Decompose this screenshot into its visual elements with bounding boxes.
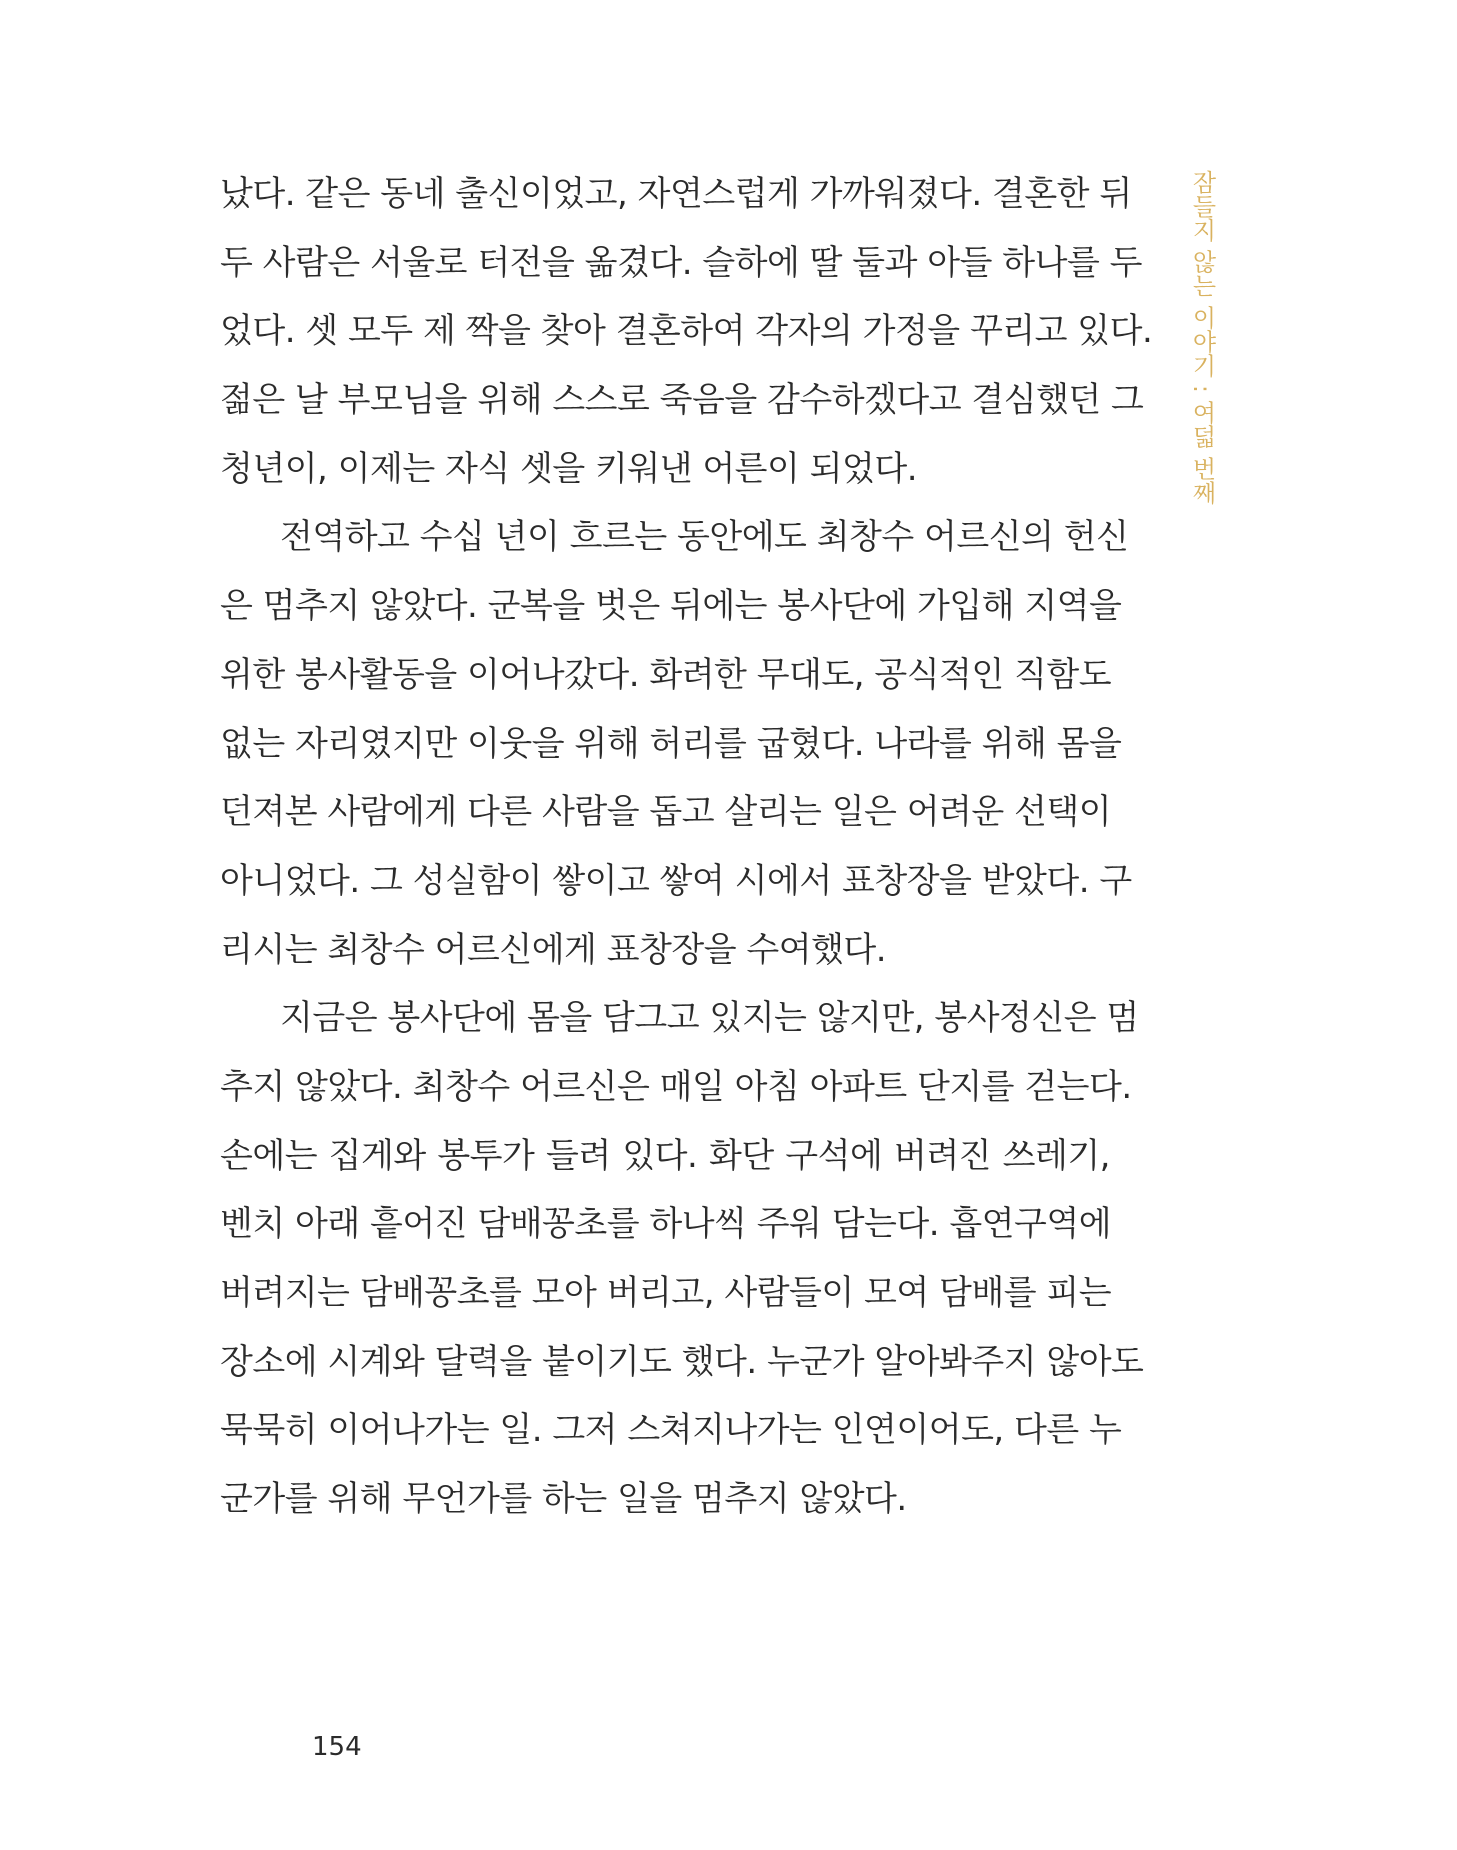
text-line: 아니었다. 그 성실함이 쌓이고 쌓여 시에서 표창장을 받았다. 구 bbox=[220, 860, 1132, 901]
text-line: 젊은 날 부모님을 위해 스스로 죽음을 감수하겠다고 결심했던 그 bbox=[220, 380, 1144, 421]
text-line: 장소에 시계와 달력을 붙이기도 했다. 누군가 알아봐주지 않아도 bbox=[220, 1341, 1144, 1382]
text-line: 위한 봉사활동을 이어나갔다. 화려한 무대도, 공식적인 직함도 bbox=[220, 654, 1112, 695]
text-line: 지금은 봉사단에 몸을 담그고 있지는 않지만, 봉사정신은 멈 bbox=[280, 998, 1139, 1039]
text-line: 전역하고 수십 년이 흐르는 동안에도 최창수 어르신의 헌신 bbox=[280, 517, 1129, 558]
text-line: 났다. 같은 동네 출신이었고, 자연스럽게 가까워졌다. 결혼한 뒤 bbox=[220, 174, 1132, 214]
text-line: 손에는 집게와 봉투가 들려 있다. 화단 구석에 버려진 쓰레기, bbox=[220, 1135, 1110, 1176]
text-line: 던져본 사람에게 다른 사람을 돕고 살리는 일은 어려운 선택이 bbox=[220, 792, 1112, 833]
text-line: 청년이, 이제는 자식 셋을 키워낸 어른이 되었다. bbox=[220, 448, 917, 489]
text-line: 은 멈추지 않았다. 군복을 벗은 뒤에는 봉사단에 가입해 지역을 bbox=[220, 586, 1122, 627]
text-line: 리시는 최창수 어르신에게 표창장을 수여했다. bbox=[220, 929, 887, 970]
text-line: 벤치 아래 흩어진 담배꽁초를 하나씩 주워 담는다. 흡연구역에 bbox=[220, 1204, 1112, 1245]
running-head: 잠들지 않는 이야기 : 여덟 번째 bbox=[1188, 170, 1216, 505]
body-text bbox=[220, 160, 1153, 1534]
text-line: 없는 자리였지만 이웃을 위해 허리를 굽혔다. 나라를 위해 몸을 bbox=[220, 723, 1122, 764]
text-line: 추지 않았다. 최창수 어르신은 매일 아침 아파트 단지를 걷는다. bbox=[220, 1066, 1132, 1107]
text-line: 군가를 위해 무언가를 하는 일을 멈추지 않았다. bbox=[220, 1479, 907, 1520]
text-line: 묵묵히 이어나가는 일. 그저 스쳐지나가는 인연이어도, 다른 누 bbox=[220, 1410, 1122, 1451]
text-line: 버려지는 담배꽁초를 모아 버리고, 사람들이 모여 담배를 피는 bbox=[220, 1273, 1112, 1313]
page-number: 154 bbox=[312, 1732, 362, 1762]
text-line: 었다. 셋 모두 제 짝을 찾아 결혼하여 각자의 가정을 꾸리고 있다. bbox=[220, 311, 1153, 352]
text-line: 두 사람은 서울로 터전을 옮겼다. 슬하에 딸 둘과 아들 하나를 두 bbox=[220, 242, 1142, 283]
